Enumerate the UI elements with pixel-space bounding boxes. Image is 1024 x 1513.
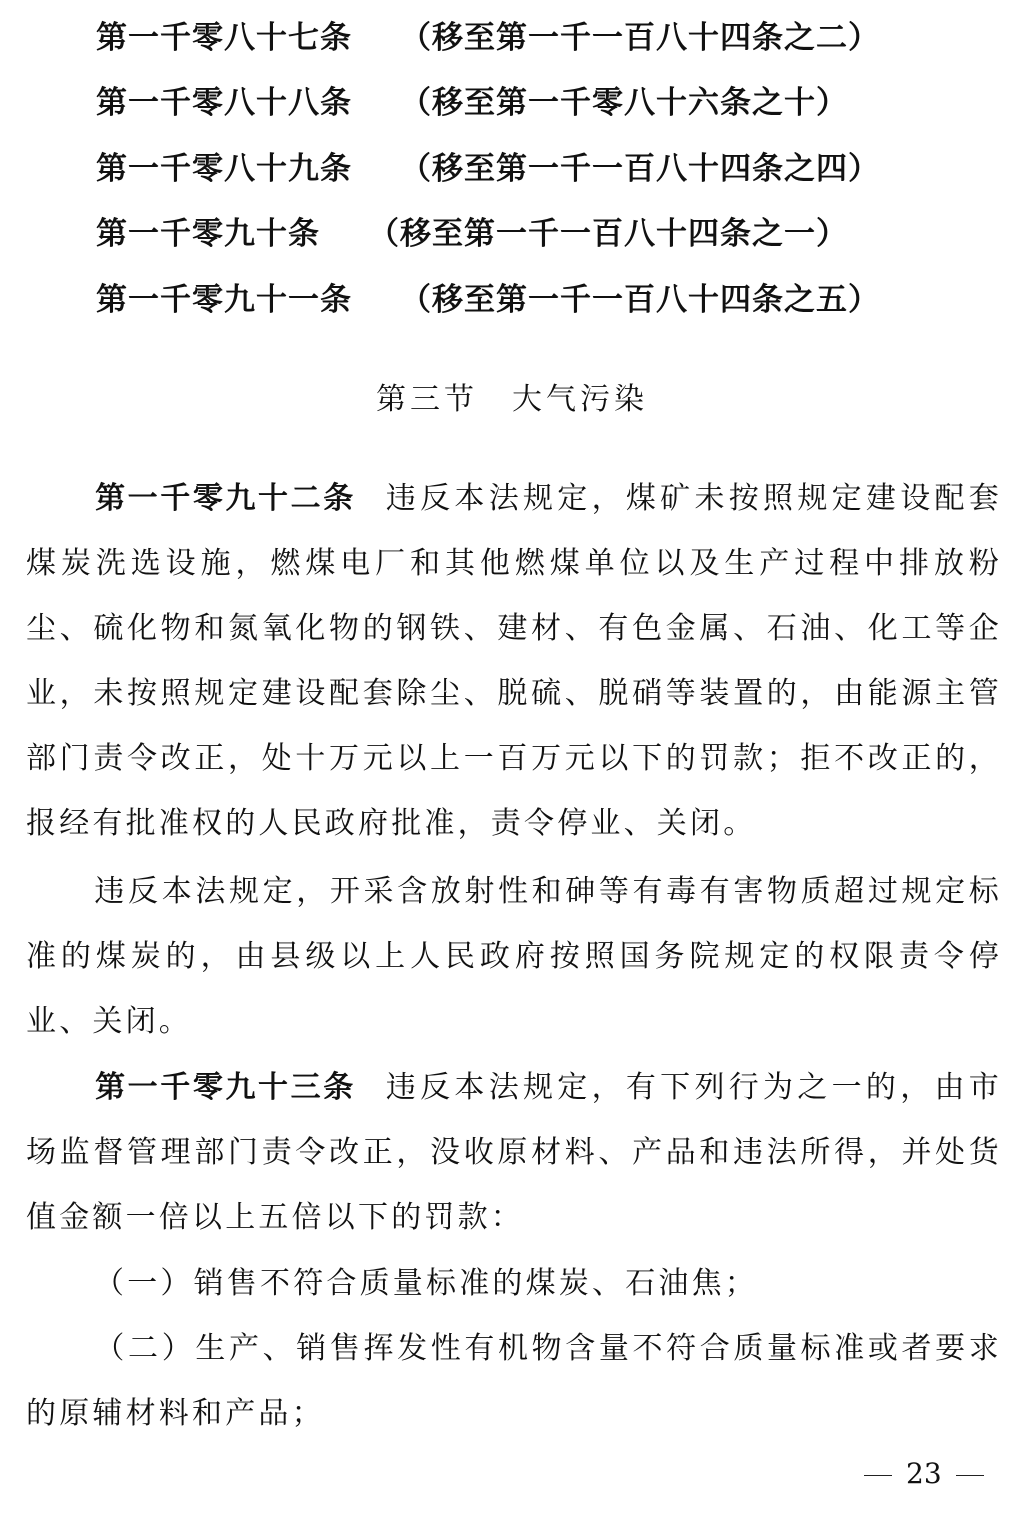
page-number-text: 23 bbox=[906, 1457, 942, 1490]
article-number: 第一千零八十八条 bbox=[96, 85, 352, 121]
article-number: 第一千零八十七条 bbox=[96, 20, 352, 56]
moved-article-line bbox=[96, 210, 848, 258]
article-number: 第一千零九十条 bbox=[96, 216, 320, 252]
moved-article-line bbox=[96, 79, 848, 127]
moved-note: （移至第一千一百八十四条之二） bbox=[400, 20, 880, 56]
article-1093-item-2 bbox=[26, 1316, 1002, 1446]
moved-article-line bbox=[96, 145, 880, 193]
section-heading bbox=[0, 376, 1024, 424]
article-1093-title: 第一千零九十三条 bbox=[94, 1070, 356, 1105]
article-1092-paragraph-1 bbox=[26, 466, 1002, 856]
item-text: （二）生产、销售挥发性有机物含量不符合质量标准或者要求的原辅材料和产品； bbox=[26, 1331, 1002, 1431]
article-number: 第一千零八十九条 bbox=[96, 151, 352, 187]
section-title: 大气污染 bbox=[512, 382, 648, 417]
moved-note: （移至第一千一百八十四条之一） bbox=[368, 216, 848, 252]
page-number bbox=[850, 1452, 998, 1496]
article-number: 第一千零九十一条 bbox=[96, 282, 352, 318]
moved-note: （移至第一千零八十六条之十） bbox=[400, 85, 848, 121]
article-1092-text: 违反本法规定，煤矿未按照规定建设配套煤炭洗选设施，燃煤电厂和其他燃煤单位以及生产过程中排放粉尘、硫化物和氮氧化物的钢铁、建材、有色金属、石油、化工等企业，未按照规定建设配套除尘、脱硫、脱硝等装置的，由能源主管部门责令改正，处十万元以上一百万元以下的罚款；拒不改正的，报经有批准权的人民政府批准，责令停业、关闭。 bbox=[26, 481, 1002, 841]
article-1092-title: 第一千零九十二条 bbox=[94, 481, 356, 516]
article-1093-text: 违反本法规定，有下列行为之一的，由市场监督管理部门责令改正，没收原材料、产品和违法所得，并处货值金额一倍以上五倍以下的罚款： bbox=[26, 1070, 1002, 1235]
moved-note: （移至第一千一百八十四条之四） bbox=[400, 151, 880, 187]
item-text: （一）销售不符合质量标准的煤炭、石油焦； bbox=[94, 1266, 758, 1301]
article-1092-paragraph-2 bbox=[26, 859, 1002, 1054]
section-number: 第三节 bbox=[376, 382, 478, 417]
moved-article-line bbox=[96, 276, 880, 324]
dash-left bbox=[864, 1475, 892, 1476]
article-1093-item-1 bbox=[26, 1251, 1002, 1316]
moved-article-line bbox=[96, 14, 880, 62]
dash-right bbox=[956, 1475, 984, 1476]
moved-note: （移至第一千一百八十四条之五） bbox=[400, 282, 880, 318]
article-1092-text-2: 违反本法规定，开采含放射性和砷等有毒有害物质超过规定标准的煤炭的，由县级以上人民政府按照国务院规定的权限责令停业、关闭。 bbox=[26, 874, 1002, 1039]
article-1093-paragraph-1 bbox=[26, 1055, 1002, 1250]
